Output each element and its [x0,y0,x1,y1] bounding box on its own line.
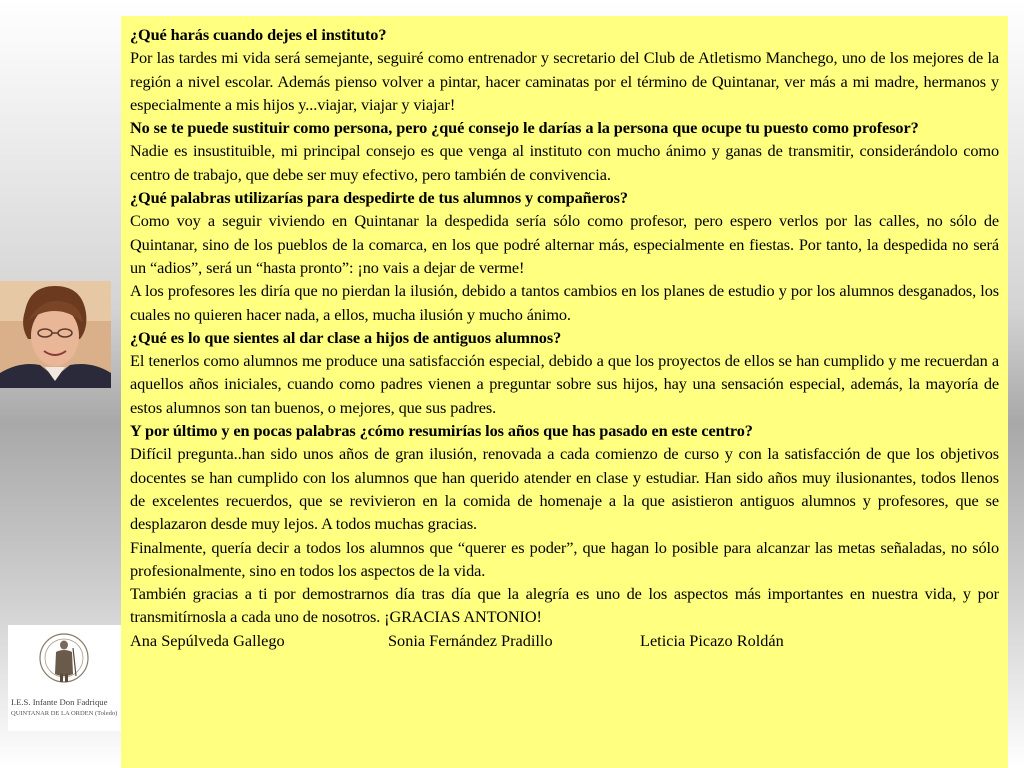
answer-farewell-teachers: A los profesores les diría que no pierdan la ilusión, debido a tantos cambios en los planes de estudio y por los alumnos desganados, los cuales no quieren hacer nada, a ellos, mucha ilusión y mucho ánimo. [130,281,999,324]
answer-summary: Difícil pregunta..han sido unos años de gran ilusión, renovada a cada comienzo de curso y con la satisfacción de que los objetivos docentes se han cumplido con los alumnos que han querido atender en clase y estudiar. Han sido años muy ilusionantes, todos llenos de excelentes recuerdos, que se revivieron en la comida de homenaje a la que asistieron antiguos alumnos y profesores, que se desplazaron desde muy lejos. A todos muchas gracias. [130,444,999,534]
question-summary: Y por último y en pocas palabras ¿cómo resumirías los años que has pasado en este centro? [130,421,753,441]
question-advice: No se te puede sustituir como persona, pero ¿qué consejo le darías a la persona que ocupe tu puesto como profesor? [130,118,919,138]
answer-after-school: Por las tardes mi vida será semejante, seguiré como entrenador y secretario del Club de Atletismo Manchego, uno de los mejores de la región a nivel escolar. Además pienso volver a pintar, hacer caminatas por el término de Quintanar, ver más a mi madre, hermanos y especialmente a mis hijos y...viajar, viajar y viajar! [130,48,999,114]
signature-sonia: Sonia Fernández Pradillo [388,630,553,650]
question-after-school: ¿Qué harás cuando dejes el instituto? [130,25,387,44]
question-former-students-children: ¿Qué es lo que sientes al dar clase a hijos de antiguos alumnos? [130,327,562,347]
logo-school-location: QUINTANAR DE LA ORDEN (Toledo) [11,710,118,717]
school-logo [8,625,121,731]
school-emblem-icon [38,628,90,694]
signatures [130,629,999,652]
answer-former-students-children: El tenerlos como alumnos me produce una satisfacción especial, debido a que los proyectos de ellos se han cumplido y me recuerdan a aquellos años iniciales, cuando como padres vienen a preguntar sobre sus hijos, hay una sensación especial, además, la mayoría de estos alumnos son tan buenos, o mejores, que sus padres. [130,351,999,417]
answer-advice: Nadie es insustituible, mi principal consejo es que venga al instituto con mucho ánimo y ganas de transmitir, considerándolo como centro de trabajo, que debe ser muy efectivo, pero también de convivencia. [130,141,999,184]
question-farewell: ¿Qué palabras utilizarías para despedirte de tus alumnos y compañeros? [130,188,628,208]
teacher-photo [0,281,111,388]
signature-leticia: Leticia Picazo Roldán [640,630,784,650]
closing-message: Finalmente, quería decir a todos los alumnos que “querer es poder”, que hagan lo posible para alcanzar las metas señaladas, no sólo profesionalmente, sino en todos los aspectos de la vida. [130,537,999,580]
signature-ana: Ana Sepúlveda Gallego [130,630,285,650]
thanks-message: También gracias a ti por demostrarnos día tras día que la alegría es uno de los aspectos más importantes en nuestra vida, y por transmitírnosla a cada uno de nosotros. ¡GRACIAS ANTONIO! [130,584,999,627]
logo-school-name: I.E.S. Infante Don Fadrique [11,697,108,707]
interview-panel [121,16,1008,768]
answer-farewell-students: Como voy a seguir viviendo en Quintanar la despedida sería sólo como profesor, pero espero verlos por las calles, no sólo de Quintanar, sino de los pueblos de la comarca, en los que podré alternar más, especialmente en fiestas. Por tanto, la despedida no será un “adios”, será un “hasta pronto”: ¡no vais a dejar de verme! [130,211,999,277]
